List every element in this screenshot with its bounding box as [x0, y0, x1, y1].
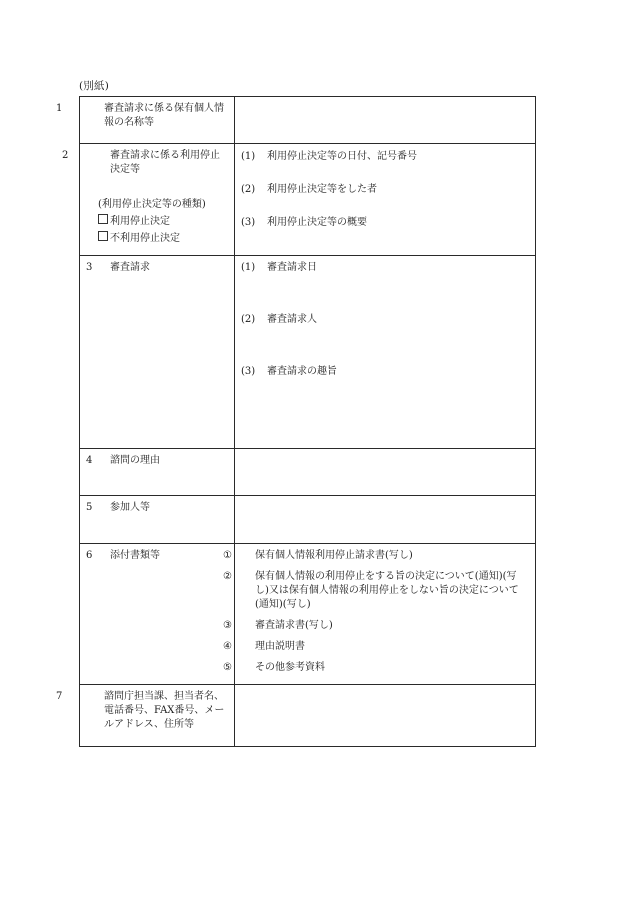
row-6-content-cell — [223, 544, 536, 685]
row-2-label-cell — [62, 144, 235, 256]
attachment-item-5-number: ⑤ — [223, 662, 232, 673]
row-2-item-1 — [241, 150, 529, 164]
row-2-label: 審査請求に係る利用停止決定等 — [110, 150, 220, 175]
attachment-item-1 — [223, 549, 529, 563]
attachment-item-2-text: 保有個人情報の利用停止をする旨の決定について(通知)(写し)又は保有個人情報の利用停止をしない旨の決定について(通知)(写し) — [255, 571, 519, 610]
checkbox-usage-suspension[interactable] — [86, 213, 228, 230]
row-6-label-cell — [80, 544, 235, 685]
form-row-4 — [80, 449, 536, 496]
row-3-item-3-text: 審査請求の趣旨 — [267, 366, 337, 377]
row-4-label: 諮問の理由 — [110, 455, 160, 466]
row-3-item-2-text: 審査請求人 — [267, 314, 317, 325]
checkbox-square-icon — [98, 214, 108, 224]
row-2-item-2-text: 利用停止決定等をした者 — [267, 184, 377, 195]
row-2-item-1-number: (1) — [241, 151, 256, 162]
form-row-3 — [80, 256, 536, 449]
row-3-item-3 — [241, 365, 529, 379]
row-5-content-cell — [235, 496, 536, 544]
row-4-number: 4 — [86, 455, 93, 466]
row-2-item-3-text: 利用停止決定等の概要 — [267, 217, 367, 228]
checkbox-square-icon — [98, 231, 108, 241]
row-2-item-2 — [241, 183, 529, 197]
checkbox-label-non-suspension: 不利用停止決定 — [110, 233, 180, 244]
row-5-number: 5 — [86, 502, 93, 513]
row-7-label: 諮問庁担当課、担当者名、電話番号、FAX番号、メールアドレス、住所等 — [104, 691, 225, 730]
row-7-label-cell — [56, 685, 235, 747]
row-3-label: 審査請求 — [110, 262, 150, 273]
attachment-item-3 — [223, 619, 529, 633]
row-3-item-2-number: (2) — [241, 314, 256, 325]
checkbox-label-suspension: 利用停止決定 — [110, 216, 170, 227]
row-3-item-1 — [241, 261, 529, 275]
row-1-content-cell — [235, 97, 536, 144]
row-5-label-cell — [80, 496, 235, 544]
row-1-number: 1 — [56, 103, 63, 114]
form-row-1 — [80, 97, 536, 144]
attachment-item-2 — [223, 570, 529, 612]
form-row-2 — [80, 144, 536, 256]
row-6-number: 6 — [86, 550, 93, 561]
form-row-5 — [80, 496, 536, 544]
row-2-number: 2 — [62, 150, 69, 161]
row-3-item-1-number: (1) — [241, 262, 256, 273]
row-3-content-cell — [235, 256, 536, 449]
row-2-item-3-number: (3) — [241, 217, 256, 228]
row-7-content-cell — [235, 685, 536, 747]
attachment-item-1-text: 保有個人情報利用停止請求書(写し) — [255, 550, 413, 561]
attachment-item-4-number: ④ — [223, 641, 232, 652]
form-row-6 — [80, 544, 536, 685]
row-3-item-3-number: (3) — [241, 366, 256, 377]
row-2-item-1-text: 利用停止決定等の日付、記号番号 — [267, 151, 417, 162]
attachment-item-3-number: ③ — [223, 620, 232, 631]
row-2-item-2-number: (2) — [241, 184, 256, 195]
sheet-label: (別紙) — [79, 80, 109, 92]
row-2-item-3 — [241, 216, 529, 230]
attachment-item-2-number: ② — [223, 571, 232, 582]
row-1-label-cell — [56, 97, 235, 144]
row-1-label: 審査請求に係る保有個人情報の名称等 — [104, 103, 224, 128]
row-3-item-1-text: 審査請求日 — [267, 262, 317, 273]
form-row-7 — [80, 685, 536, 747]
row-7-number: 7 — [56, 691, 63, 702]
row-3-label-cell — [80, 256, 235, 449]
row-3-number: 3 — [86, 262, 93, 273]
row-5-label: 参加人等 — [110, 502, 150, 513]
row-3-item-2 — [241, 313, 529, 327]
attachment-item-5-text: その他参考資料 — [255, 662, 325, 673]
attachment-item-4 — [223, 640, 529, 654]
row-4-content-cell — [235, 449, 536, 496]
attachment-item-4-text: 理由説明書 — [255, 641, 305, 652]
row-6-label: 添付書類等 — [110, 550, 160, 561]
row-2-content-cell — [235, 144, 536, 256]
checkbox-non-suspension[interactable] — [86, 230, 228, 247]
row-2-sub-label: (利用停止決定等の種類) — [98, 199, 206, 210]
row-4-label-cell — [80, 449, 235, 496]
attachment-item-3-text: 審査請求書(写し) — [255, 620, 333, 631]
attachment-item-1-number: ① — [223, 550, 232, 561]
attachment-item-5 — [223, 661, 529, 675]
form-table — [56, 96, 536, 747]
